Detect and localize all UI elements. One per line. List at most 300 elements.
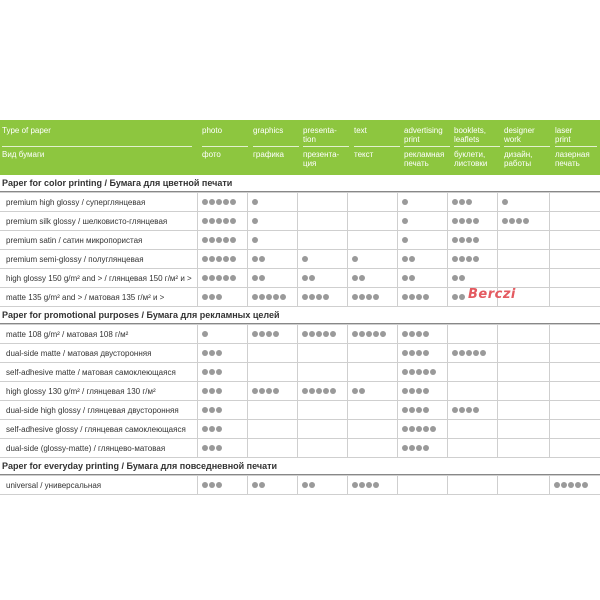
rating-dot-icon	[266, 388, 272, 394]
rating-cell	[297, 439, 347, 458]
header-label-ru	[504, 147, 550, 168]
rating-cell	[247, 476, 297, 495]
rating-dot-icon	[252, 388, 258, 394]
header-text: печать	[404, 159, 429, 168]
rating-cell	[247, 382, 297, 401]
rating-dot-icon	[359, 294, 365, 300]
rating-dot-icon	[202, 407, 208, 413]
header-text: tion	[303, 135, 316, 144]
rating-cell	[247, 250, 297, 269]
rating-cell	[397, 420, 447, 439]
rating-cell	[347, 269, 397, 288]
rating-cell	[197, 344, 247, 363]
rating-dot-icon	[402, 445, 408, 451]
paper-type-cell: dual-side matte / матовая двусторонняя	[0, 344, 197, 363]
rating-dot-icon	[473, 407, 479, 413]
rating-cell	[549, 288, 600, 307]
rating-cell	[497, 476, 549, 495]
rating-cell	[549, 476, 600, 495]
rating-dot-icon	[309, 275, 315, 281]
header-text: листовки	[454, 159, 488, 168]
table-row	[0, 439, 600, 458]
rating-cell	[197, 382, 247, 401]
header-text: ция	[303, 159, 317, 168]
rating-cell	[247, 420, 297, 439]
rating-dot-icon	[209, 199, 215, 205]
rating-dot-icon	[309, 294, 315, 300]
rating-dot-icon	[466, 256, 472, 262]
rating-dot-icon	[223, 218, 229, 224]
rating-dot-icon	[473, 350, 479, 356]
rating-dot-icon	[330, 331, 336, 337]
rating-dot-icon	[402, 407, 408, 413]
table-row	[0, 382, 600, 401]
rating-dot-icon	[280, 294, 286, 300]
rating-dot-icon	[373, 482, 379, 488]
table-row	[0, 401, 600, 420]
rating-dot-icon	[380, 331, 386, 337]
table-row	[0, 420, 600, 439]
rating-dot-icon	[373, 294, 379, 300]
header-text: дизайн,	[504, 150, 533, 159]
paper-type-cell: matte 135 g/m² and > / матовая 135 г/м² и >	[0, 288, 197, 307]
rating-dot-icon	[202, 369, 208, 375]
rating-dot-icon	[416, 369, 422, 375]
rating-dot-icon	[202, 388, 208, 394]
rating-dot-icon	[409, 275, 415, 281]
rating-cell	[247, 231, 297, 250]
rating-dot-icon	[502, 199, 508, 205]
header-column-booklets-leaflets	[454, 126, 500, 168]
rating-cell	[497, 231, 549, 250]
rating-dot-icon	[216, 369, 222, 375]
rating-cell	[447, 212, 497, 231]
watermark: Berczi	[468, 287, 516, 302]
header-column-designer-work	[504, 126, 550, 168]
rating-dot-icon	[423, 407, 429, 413]
rating-dot-icon	[330, 388, 336, 394]
rating-dot-icon	[209, 369, 215, 375]
rating-dot-icon	[230, 275, 236, 281]
header-label-en	[253, 126, 299, 147]
rating-cell	[397, 231, 447, 250]
rating-cell	[247, 288, 297, 307]
rating-dot-icon	[223, 199, 229, 205]
paper-type-cell: high glossy 150 g/m² and > / глянцевая 150 г/м² и >	[0, 269, 197, 288]
rating-dot-icon	[473, 218, 479, 224]
rating-dot-icon	[423, 426, 429, 432]
rating-cell	[447, 325, 497, 344]
rating-cell	[347, 439, 397, 458]
rating-dot-icon	[209, 294, 215, 300]
rating-cell	[497, 439, 549, 458]
rating-dot-icon	[373, 331, 379, 337]
rating-dot-icon	[366, 482, 372, 488]
rating-cell	[497, 269, 549, 288]
rating-cell	[447, 193, 497, 212]
rating-dot-icon	[316, 388, 322, 394]
rating-cell	[247, 401, 297, 420]
rating-dot-icon	[209, 407, 215, 413]
header-text: text	[354, 126, 367, 135]
rating-dot-icon	[423, 369, 429, 375]
rating-cell	[397, 344, 447, 363]
rating-dot-icon	[230, 218, 236, 224]
rating-cell	[447, 363, 497, 382]
paper-type-cell: dual-side (glossy-matte) / глянцево-матовая	[0, 439, 197, 458]
header-text: booklets,	[454, 126, 487, 135]
rating-dot-icon	[259, 482, 265, 488]
rating-cell	[497, 212, 549, 231]
rating-dot-icon	[273, 388, 279, 394]
header-label-en	[303, 126, 349, 147]
rating-cell	[549, 401, 600, 420]
rating-dot-icon	[273, 331, 279, 337]
rating-dot-icon	[352, 388, 358, 394]
rating-dot-icon	[209, 426, 215, 432]
rating-cell	[447, 382, 497, 401]
rating-dot-icon	[202, 445, 208, 451]
rating-cell	[197, 476, 247, 495]
rating-cell	[397, 288, 447, 307]
rating-dot-icon	[359, 275, 365, 281]
paper-type-cell: universal / универсальная	[0, 476, 197, 495]
rating-cell	[549, 363, 600, 382]
rating-cell	[397, 382, 447, 401]
rating-dot-icon	[409, 350, 415, 356]
rating-dot-icon	[459, 275, 465, 281]
rating-dot-icon	[423, 331, 429, 337]
rating-dot-icon	[352, 294, 358, 300]
rating-dot-icon	[516, 218, 522, 224]
header-text: презента-	[303, 150, 340, 159]
header-label-ru	[202, 147, 248, 159]
rating-cell	[347, 288, 397, 307]
rating-dot-icon	[309, 388, 315, 394]
header-text: буклети,	[454, 150, 486, 159]
rating-dot-icon	[416, 426, 422, 432]
paper-type-cell: premium satin / сатин микропористая	[0, 231, 197, 250]
rating-dot-icon	[323, 294, 329, 300]
header-column-text	[354, 126, 400, 159]
rating-cell	[397, 439, 447, 458]
rating-dot-icon	[409, 426, 415, 432]
rating-dot-icon	[423, 294, 429, 300]
rating-cell	[397, 401, 447, 420]
rating-dot-icon	[402, 426, 408, 432]
header-text: лазерная	[555, 150, 590, 159]
rating-cell	[247, 325, 297, 344]
rating-dot-icon	[409, 331, 415, 337]
rating-cell	[197, 269, 247, 288]
rating-dot-icon	[209, 275, 215, 281]
rating-dot-icon	[402, 218, 408, 224]
rating-dot-icon	[302, 275, 308, 281]
rating-dot-icon	[402, 294, 408, 300]
rating-cell	[347, 231, 397, 250]
header-text: print	[404, 135, 420, 144]
rating-cell	[549, 193, 600, 212]
header-text: текст	[354, 150, 374, 159]
rating-dot-icon	[423, 388, 429, 394]
rating-dot-icon	[561, 482, 567, 488]
rating-dot-icon	[216, 218, 222, 224]
rating-dot-icon	[430, 426, 436, 432]
rating-dot-icon	[259, 294, 265, 300]
rating-dot-icon	[202, 331, 208, 337]
header-column-photo	[202, 126, 248, 159]
rating-cell	[447, 420, 497, 439]
header-label-en	[504, 126, 550, 147]
paper-type-cell: premium silk glossy / шелковисто-глянцевая	[0, 212, 197, 231]
rating-cell	[347, 325, 397, 344]
rating-dot-icon	[209, 388, 215, 394]
rating-dot-icon	[209, 482, 215, 488]
rating-dot-icon	[359, 388, 365, 394]
rating-dot-icon	[273, 294, 279, 300]
header-label-en	[404, 126, 450, 147]
table-row	[0, 325, 600, 344]
rating-dot-icon	[309, 482, 315, 488]
rating-cell	[497, 193, 549, 212]
paper-type-cell: dual-side high glossy / глянцевая двусторонняя	[0, 401, 197, 420]
table-row	[0, 269, 600, 288]
rating-dot-icon	[459, 294, 465, 300]
header-text: print	[555, 135, 571, 144]
rating-dot-icon	[480, 350, 486, 356]
rating-cell	[297, 382, 347, 401]
rating-cell	[347, 363, 397, 382]
rating-dot-icon	[252, 294, 258, 300]
rating-cell	[197, 325, 247, 344]
rating-dot-icon	[452, 256, 458, 262]
rating-cell	[549, 250, 600, 269]
header-label-en	[202, 126, 248, 147]
rating-dot-icon	[230, 199, 236, 205]
rating-dot-icon	[316, 331, 322, 337]
rating-cell	[549, 420, 600, 439]
rating-cell	[497, 344, 549, 363]
header-text: работы	[504, 159, 532, 168]
rating-cell	[297, 212, 347, 231]
rating-dot-icon	[452, 199, 458, 205]
rating-cell	[247, 193, 297, 212]
rating-dot-icon	[202, 482, 208, 488]
rating-cell	[197, 401, 247, 420]
rating-dot-icon	[402, 256, 408, 262]
rating-dot-icon	[359, 331, 365, 337]
rating-dot-icon	[409, 369, 415, 375]
section-table	[0, 475, 600, 495]
rating-dot-icon	[452, 218, 458, 224]
rating-dot-icon	[216, 256, 222, 262]
rating-dot-icon	[223, 275, 229, 281]
rating-cell	[549, 344, 600, 363]
header-label-en	[2, 126, 192, 147]
rating-cell	[497, 382, 549, 401]
rating-dot-icon	[202, 237, 208, 243]
header-text: advertising	[404, 126, 443, 135]
rating-dot-icon	[216, 275, 222, 281]
rating-dot-icon	[352, 331, 358, 337]
rating-dot-icon	[259, 331, 265, 337]
header-text: designer	[504, 126, 535, 135]
rating-cell	[497, 325, 549, 344]
rating-dot-icon	[266, 294, 272, 300]
rating-cell	[549, 382, 600, 401]
rating-dot-icon	[252, 199, 258, 205]
rating-dot-icon	[466, 218, 472, 224]
rating-cell	[197, 363, 247, 382]
rating-cell	[297, 325, 347, 344]
rating-dot-icon	[302, 256, 308, 262]
rating-cell	[197, 439, 247, 458]
header-column-laser-print	[555, 126, 597, 168]
header-text: presenta-	[303, 126, 337, 135]
table-row	[0, 476, 600, 495]
rating-dot-icon	[209, 256, 215, 262]
table-row	[0, 231, 600, 250]
rating-dot-icon	[416, 445, 422, 451]
rating-dot-icon	[502, 218, 508, 224]
rating-cell	[247, 269, 297, 288]
header-label-en	[555, 126, 597, 147]
header-text: photo	[202, 126, 223, 135]
header-text: графика	[253, 150, 284, 159]
rating-cell	[549, 231, 600, 250]
rating-dot-icon	[259, 275, 265, 281]
header-text: Вид бумаги	[2, 150, 45, 159]
rating-dot-icon	[402, 331, 408, 337]
rating-dot-icon	[359, 482, 365, 488]
rating-cell	[447, 344, 497, 363]
header-column-type-of-paper	[2, 126, 192, 159]
rating-cell	[297, 193, 347, 212]
rating-dot-icon	[416, 331, 422, 337]
section-title: Paper for promotional purposes / Бумага для рекламных целей	[0, 307, 600, 324]
rating-cell	[347, 401, 397, 420]
section-title: Paper for everyday printing / Бумага для повседневной печати	[0, 458, 600, 475]
rating-dot-icon	[416, 294, 422, 300]
header-label-ru	[2, 147, 192, 159]
rating-dot-icon	[216, 445, 222, 451]
rating-dot-icon	[252, 237, 258, 243]
rating-dot-icon	[423, 445, 429, 451]
rating-dot-icon	[459, 199, 465, 205]
rating-dot-icon	[216, 350, 222, 356]
header-text: Type of paper	[2, 126, 51, 135]
rating-dot-icon	[509, 218, 515, 224]
header-text: work	[504, 135, 521, 144]
rating-cell	[297, 476, 347, 495]
header-label-ru	[555, 147, 597, 168]
rating-dot-icon	[216, 407, 222, 413]
rating-dot-icon	[316, 294, 322, 300]
rating-dot-icon	[352, 256, 358, 262]
rating-cell	[197, 231, 247, 250]
rating-dot-icon	[452, 237, 458, 243]
rating-cell	[197, 288, 247, 307]
rating-dot-icon	[466, 199, 472, 205]
paper-usage-table	[0, 120, 600, 495]
rating-dot-icon	[252, 218, 258, 224]
rating-dot-icon	[459, 407, 465, 413]
rating-cell	[247, 363, 297, 382]
section-table	[0, 324, 600, 458]
rating-cell	[197, 212, 247, 231]
rating-cell	[347, 344, 397, 363]
rating-cell	[247, 344, 297, 363]
rating-cell	[447, 269, 497, 288]
header-label-en	[454, 126, 500, 147]
rating-cell	[397, 363, 447, 382]
rating-cell	[447, 439, 497, 458]
rating-cell	[397, 193, 447, 212]
header-label-en	[354, 126, 400, 147]
rating-dot-icon	[209, 218, 215, 224]
rating-cell	[347, 382, 397, 401]
paper-type-cell: matte 108 g/m² / матовая 108 г/м²	[0, 325, 197, 344]
rating-cell	[247, 439, 297, 458]
rating-cell	[197, 250, 247, 269]
paper-type-cell: premium semi-glossy / полуглянцевая	[0, 250, 197, 269]
rating-dot-icon	[202, 294, 208, 300]
rating-dot-icon	[452, 350, 458, 356]
rating-dot-icon	[302, 482, 308, 488]
rating-dot-icon	[459, 237, 465, 243]
rating-dot-icon	[230, 256, 236, 262]
rating-cell	[497, 363, 549, 382]
rating-dot-icon	[209, 445, 215, 451]
rating-dot-icon	[402, 388, 408, 394]
rating-cell	[497, 420, 549, 439]
header-text: рекламная	[404, 150, 445, 159]
rating-cell	[549, 212, 600, 231]
rating-cell	[549, 269, 600, 288]
rating-dot-icon	[423, 350, 429, 356]
header-column-presenta-tion	[303, 126, 349, 168]
rating-dot-icon	[452, 275, 458, 281]
rating-dot-icon	[416, 388, 422, 394]
rating-dot-icon	[202, 275, 208, 281]
rating-dot-icon	[416, 350, 422, 356]
table-row	[0, 363, 600, 382]
rating-dot-icon	[409, 256, 415, 262]
rating-dot-icon	[216, 294, 222, 300]
rating-cell	[197, 420, 247, 439]
rating-dot-icon	[582, 482, 588, 488]
table-row	[0, 212, 600, 231]
rating-cell	[447, 231, 497, 250]
rating-dot-icon	[259, 388, 265, 394]
rating-dot-icon	[223, 237, 229, 243]
rating-cell	[497, 250, 549, 269]
rating-dot-icon	[402, 369, 408, 375]
rating-dot-icon	[402, 350, 408, 356]
header-text: leaflets	[454, 135, 480, 144]
rating-dot-icon	[223, 256, 229, 262]
rating-dot-icon	[202, 218, 208, 224]
rating-dot-icon	[252, 256, 258, 262]
rating-dot-icon	[202, 426, 208, 432]
rating-dot-icon	[366, 331, 372, 337]
rating-dot-icon	[366, 294, 372, 300]
table-header	[0, 120, 600, 175]
header-column-advertising-print	[404, 126, 450, 168]
header-label-ru	[454, 147, 500, 168]
table-row	[0, 344, 600, 363]
header-label-ru	[404, 147, 450, 168]
